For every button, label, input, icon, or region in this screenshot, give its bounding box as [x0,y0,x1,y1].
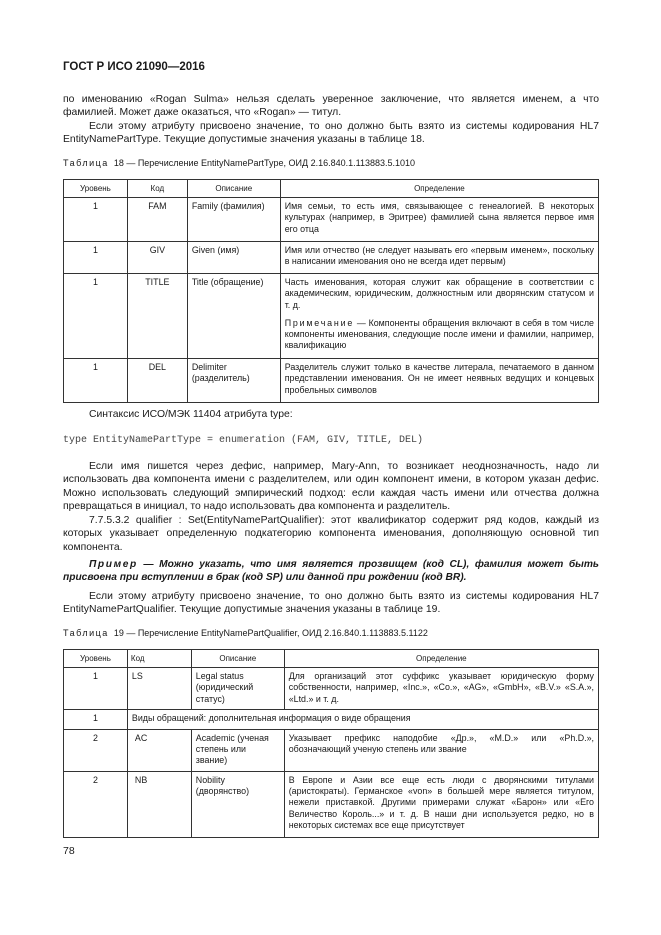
cell-description: Nobility (дворянство) [191,771,284,837]
table19-header-definition: Определение [284,650,598,668]
table-row [64,668,599,710]
example-text: — Можно указать, что имя является прозвищем (код CL), фамилия может быть присвоена при вступлении в брак (код SP) или данной при рождении (код BR). [63,559,599,584]
cell-description: Legal status (юридический статус) [191,668,284,710]
body-paragraph-3: Если имя пишется через дефис, например, Mary-Ann, то возникает неоднозначность, надо ли использовать два компонента имени с разделителем, или один компонент имени, в котором указан дефис. Можно использовать следующий эмпирический подход: если каждая часть имени или отчества должна превращаться в инициал, то надо использовать два компонента и разделитель. [63,461,599,513]
note-text: — Компоненты обращения включают в себя в том числе компоненты именования, следующие после имени и фамилии, например, квалификацию [284,317,594,351]
cell-code: NB [127,771,191,837]
cell-description: Title (обращение) [187,274,280,359]
table18-header-row [64,180,599,198]
cell-level: 2 [64,729,128,771]
cell-span-text: Виды обращений: дополнительная информация о виде обращения [127,709,598,729]
cell-code: AC [127,729,191,771]
table19-header-row [64,650,599,668]
table-row [64,729,599,771]
table18-caption [63,158,415,168]
table18-header-level: Уровень [64,180,128,198]
page-number: 78 [63,845,75,857]
cell-code: FAM [127,198,187,242]
document-header: ГОСТ Р ИСО 21090—2016 [63,61,205,73]
cell-definition-text: Часть именования, которая служит как обращение в соответствии с академическим, юридическим, должностным или дворянским статусом и т. д. [284,277,594,310]
cell-level: 1 [64,274,128,359]
intro-paragraph-1: по именованию «Rogan Sulma» нельзя сделать уверенное заключение, что является именем, а что фамилией. Может даже оказаться, что «Rogan» — титул. [63,94,599,119]
cell-level: 1 [64,198,128,242]
table19-caption-text: 19 — Перечисление EntityNamePartQualifier, ОИД 2.16.840.1.113883.5.1122 [113,628,428,638]
table-18 [63,179,599,403]
cell-definition: Указывает префикс наподобие «Др.», «M.D.» или «Ph.D.», обозначающий ученую степень или звание [284,729,598,771]
table18-header-code: Код [127,180,187,198]
table-row [64,771,599,837]
table-row [64,359,599,403]
table19-header-code: Код [127,650,191,668]
cell-definition: В Европе и Азии все еще есть люди с дворянскими титулами (аристократы). Германское «von» в большей мере является титулом, нежели приставкой. Другими примерами служат «Барон» или «Его Величество Король...» и т. д. В наши дни используется редко, но в некоторых системах все еще присутствует [284,771,598,837]
cell-definition: Разделитель служит только в качестве литерала, печатаемого в данном представлении именования. Он не имеет неявных ведущих и концевых пробельных символов [280,359,598,403]
example-paragraph [63,558,599,585]
table19-header-description: Описание [191,650,284,668]
table-row [64,709,599,729]
table-note [285,318,594,352]
table-row [64,242,599,274]
cell-level: 2 [64,771,128,837]
table18-caption-label: Таблица [63,158,109,168]
cell-description: Academic (ученая степень или звание) [191,729,284,771]
example-label: Пример [89,559,138,570]
table19-header-level: Уровень [64,650,128,668]
note-label: Примечание [284,317,355,328]
cell-description: Given (имя) [187,242,280,274]
syntax-intro: Синтаксис ИСО/МЭК 11404 атрибута type: [89,409,293,420]
table19-caption-label: Таблица [63,628,109,638]
body-paragraph-4: 7.7.5.3.2 qualifier : Set(EntityNamePartQualifier): этот квалификатор содержит ряд кодов, каждый из которых указывает определенную подкатегорию компонента именования, дополняющую основной тип компонента. [63,515,599,553]
table-row [64,198,599,242]
cell-code: GIV [127,242,187,274]
cell-level: 1 [64,709,128,729]
table19-caption [63,628,428,638]
cell-definition [280,274,598,359]
table-19 [63,649,599,838]
cell-code: DEL [127,359,187,403]
cell-level: 1 [64,668,128,710]
cell-code: TITLE [127,274,187,359]
table18-caption-text: 18 — Перечисление EntityNamePartType, ОИД 2.16.840.1.113883.5.1010 [113,158,416,168]
table18-header-description: Описание [187,180,280,198]
cell-definition: Имя семьи, то есть имя, связывающее с генеалогией. В некоторых культурах (например, в Эритрее) фамилией сына является первое имя его отца [280,198,598,242]
body-paragraph-5: Если этому атрибуту присвоено значение, то оно должно быть взято из системы кодирования HL7 EntityNamePartQualifier. Текущие допустимые значения указаны в таблице 19. [63,591,599,616]
table-row [64,274,599,359]
cell-definition: Для организаций этот суффикс указывает юридическую форму собственности, например, «Inc.», «Co.», «AG», «GmbH», «B.V.» «S.A.», «Ltd.» и т. д. [284,668,598,710]
cell-level: 1 [64,359,128,403]
cell-level: 1 [64,242,128,274]
cell-description: Delimiter (разделитель) [187,359,280,403]
syntax-code: type EntityNamePartType = enumeration (FAM, GIV, TITLE, DEL) [63,435,424,446]
table18-header-definition: Определение [280,180,598,198]
cell-code: LS [127,668,191,710]
intro-paragraph-2: Если этому атрибуту присвоено значение, то оно должно быть взято из системы кодирования HL7 EntityNamePartType. Текущие допустимые значения указаны в таблице 18. [63,121,599,146]
cell-description: Family (фамилия) [187,198,280,242]
cell-definition: Имя или отчество (не следует называть его «первым именем», поскольку в написании именования оно не всегда идет первым) [280,242,598,274]
